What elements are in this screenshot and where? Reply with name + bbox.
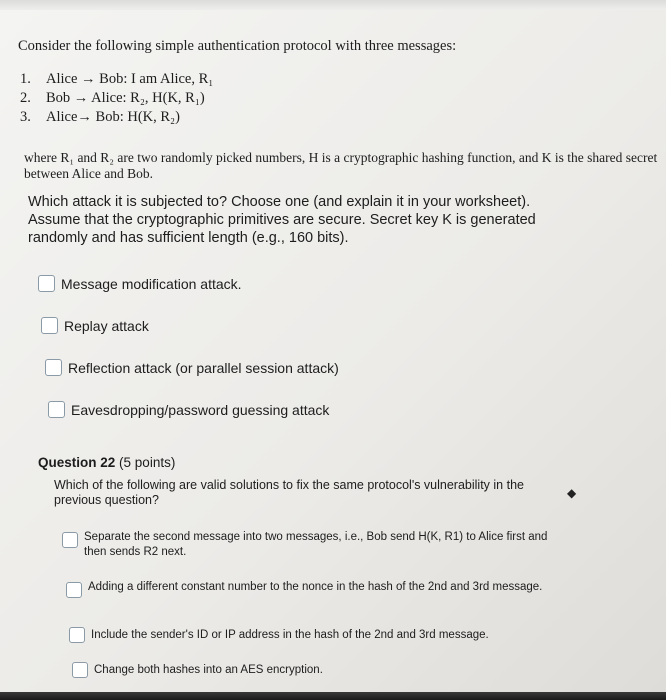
checkbox[interactable]	[45, 359, 62, 376]
question-prompt: Which attack it is subjected to? Choose one (and explain it in your worksheet). Assume that the cryptographic primitives are secure. Secret key K is generated randomly and has sufficient length (e.g., 160 bits).	[28, 194, 536, 246]
option-constant-nonce[interactable]: Adding a different constant number to the nonce in the hash of the 2nd and 3rd message.	[66, 580, 556, 598]
photo-frame-bottom	[0, 692, 666, 700]
checkbox[interactable]	[72, 662, 88, 678]
protocol-step: 1. Alice → Bob: I am Alice, R₁	[20, 71, 214, 87]
option-separate-messages[interactable]: Separate the second message into two messages, i.e., Bob send H(K, R1) to Alice first and then sends R2 next.	[62, 530, 552, 560]
mouse-cursor-icon: ◆	[567, 486, 577, 500]
protocol-steps	[20, 70, 213, 127]
question-22-prompt: Which of the following are valid solutions to fix the same protocol's vulnerability in the previous question?	[54, 478, 524, 507]
checkbox[interactable]	[66, 582, 82, 598]
question-22-title: Question 22 (5 points)	[38, 455, 176, 470]
checkbox[interactable]	[38, 275, 55, 292]
protocol-step: 3. Alice→ Bob: H(K, R₂)	[20, 109, 180, 125]
option-message-modification[interactable]: Message modification attack.	[38, 275, 242, 292]
option-replay[interactable]: Replay attack	[41, 317, 149, 334]
option-sender-id[interactable]: Include the sender's ID or IP address in the hash of the 2nd and 3rd message.	[69, 627, 489, 643]
checkbox[interactable]	[69, 627, 85, 643]
question-intro: Consider the following simple authentication protocol with three messages:	[18, 38, 457, 54]
option-eavesdropping[interactable]: Eavesdropping/password guessing attack	[48, 401, 329, 418]
photo-frame-top	[0, 0, 666, 10]
protocol-step: 2. Bob → Alice: R₂, H(K, R₁)	[20, 90, 205, 106]
protocol-definitions: where R₁ and R₂ are two randomly picked numbers, H is a cryptographic hashing function, and K is the shared secret between Alice and Bob.	[24, 150, 658, 181]
option-reflection[interactable]: Reflection attack (or parallel session attack)	[45, 359, 339, 376]
option-aes-encryption[interactable]: Change both hashes into an AES encryption.	[72, 662, 323, 678]
checkbox[interactable]	[41, 317, 58, 334]
checkbox[interactable]	[62, 532, 78, 548]
checkbox[interactable]	[48, 401, 65, 418]
